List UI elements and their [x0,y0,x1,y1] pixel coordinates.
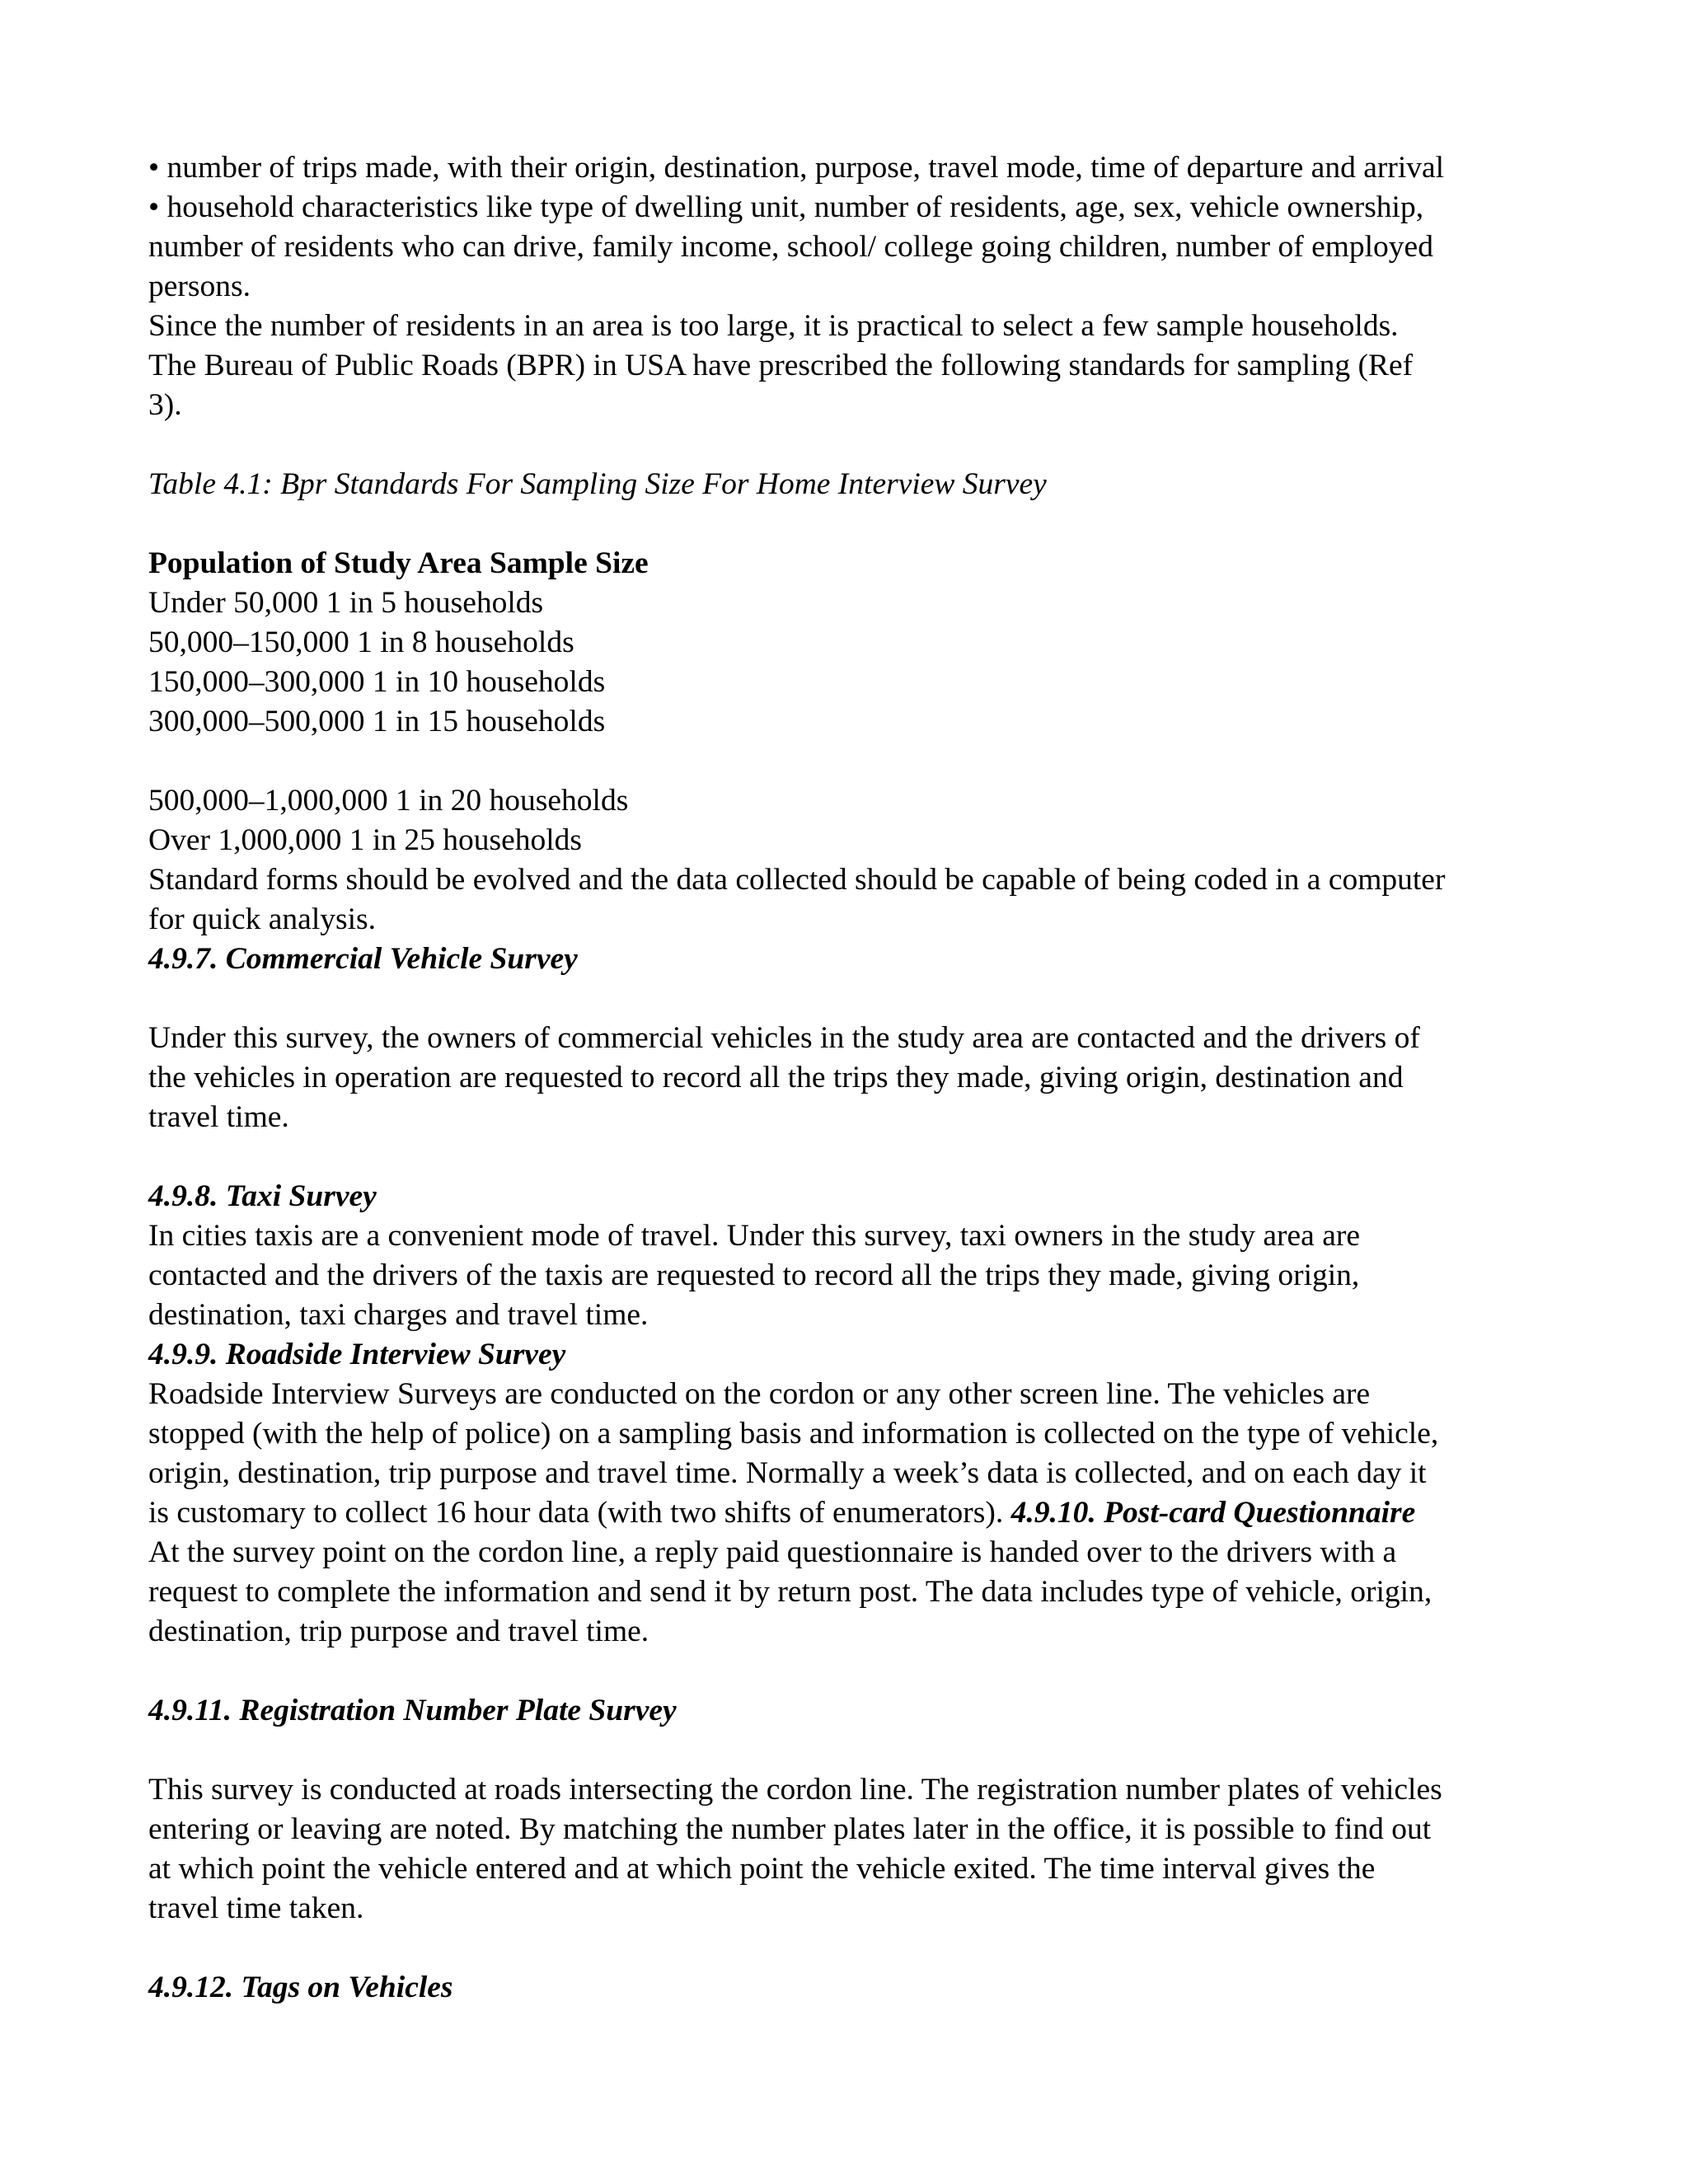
bullet-household: • household characteristics like type of dwelling unit, number of residents, age, sex, vehicle ownership, [148,190,1424,224]
commercial-line: travel time. [148,1100,289,1134]
intro-line: persons. [148,269,251,303]
intro-line: The Bureau of Public Roads (BPR) in USA have prescribed the following standards for sampling (Ref [148,349,1414,382]
postcard-line: request to complete the information and send it by return post. The data includes type of vehicle, origin, [148,1575,1432,1609]
table-row: Over 1,000,000 1 in 25 households [148,823,583,857]
section-heading-postcard: 4.9.10. Post-card Questionnaire [1010,1496,1416,1530]
section-heading-taxi: 4.9.8. Taxi Survey [148,1179,377,1213]
forms-line: Standard forms should be evolved and the data collected should be capable of being coded in a computer [148,863,1446,897]
section-heading-roadside: 4.9.9. Roadside Interview Survey [148,1338,566,1371]
commercial-line: the vehicles in operation are requested to record all the trips they made, giving origin, destination and [148,1061,1404,1094]
forms-line: for quick analysis. [148,902,376,936]
commercial-line: Under this survey, the owners of commercial vehicles in the study area are contacted and the drivers of [148,1021,1420,1055]
spacer [148,425,1566,465]
registration-line: entering or leaving are noted. By matching the number plates later in the office, it is possible to find out [148,1812,1432,1846]
spacer [148,504,1566,544]
table-caption: Table 4.1: Bpr Standards For Sampling Size For Home Interview Survey [148,467,1047,501]
spacer [148,979,1566,1019]
intro-line: Since the number of residents in an area is too large, it is practical to select a few sample households. [148,309,1399,343]
bullet-trips: • number of trips made, with their origin, destination, purpose, travel mode, time of departure and arrival [148,151,1445,185]
spacer [148,1137,1566,1177]
registration-line: at which point the vehicle entered and at which point the vehicle exited. The time interval gives the [148,1852,1376,1886]
table-row: 50,000–150,000 1 in 8 households [148,626,574,659]
table-row: Under 50,000 1 in 5 households [148,586,544,620]
spacer [148,1731,1566,1770]
roadside-line-text: is customary to collect 16 hour data (with two shifts of enumerators). [148,1496,1011,1530]
registration-line: This survey is conducted at roads intersecting the cordon line. The registration number plates of vehicles [148,1773,1442,1807]
table-row: 500,000–1,000,000 1 in 20 households [148,784,629,818]
registration-line: travel time taken. [148,1891,364,1925]
taxi-line: destination, taxi charges and travel time. [148,1298,649,1332]
roadside-line: origin, destination, trip purpose and travel time. Normally a week’s data is collected, and on each day it [148,1456,1427,1490]
postcard-line: destination, trip purpose and travel time. [148,1615,649,1648]
intro-section [148,148,1566,425]
intro-line: number of residents who can drive, family income, school/ college going children, number of employed [148,230,1433,264]
spacer [148,742,1566,781]
table-header: Population of Study Area Sample Size [148,546,649,580]
sampling-table [148,544,1566,860]
taxi-line: contacted and the drivers of the taxis are requested to record all the trips they made, giving origin, [148,1258,1360,1292]
roadside-line: stopped (with the help of police) on a sampling basis and information is collected on the type of vehicle, [148,1417,1439,1451]
intro-line: 3). [148,388,182,422]
section-heading-tags: 4.9.12. Tags on Vehicles [148,1971,453,2004]
taxi-line: In cities taxis are a convenient mode of travel. Under this survey, taxi owners in the study area are [148,1219,1360,1253]
section-heading-commercial: 4.9.7. Commercial Vehicle Survey [148,942,578,976]
spacer [148,1929,1566,1968]
table-row: 150,000–300,000 1 in 10 households [148,665,606,699]
postcard-line: At the survey point on the cordon line, a reply paid questionnaire is handed over to the drivers with a [148,1535,1397,1569]
roadside-line-with-heading [148,1493,1566,1533]
spacer [148,1652,1566,1691]
section-heading-registration: 4.9.11. Registration Number Plate Survey [148,1694,677,1727]
roadside-line: Roadside Interview Surveys are conducted on the cordon or any other screen line. The vehicles are [148,1377,1371,1411]
page-content [148,148,1566,2008]
table-row: 300,000–500,000 1 in 15 households [148,705,606,738]
